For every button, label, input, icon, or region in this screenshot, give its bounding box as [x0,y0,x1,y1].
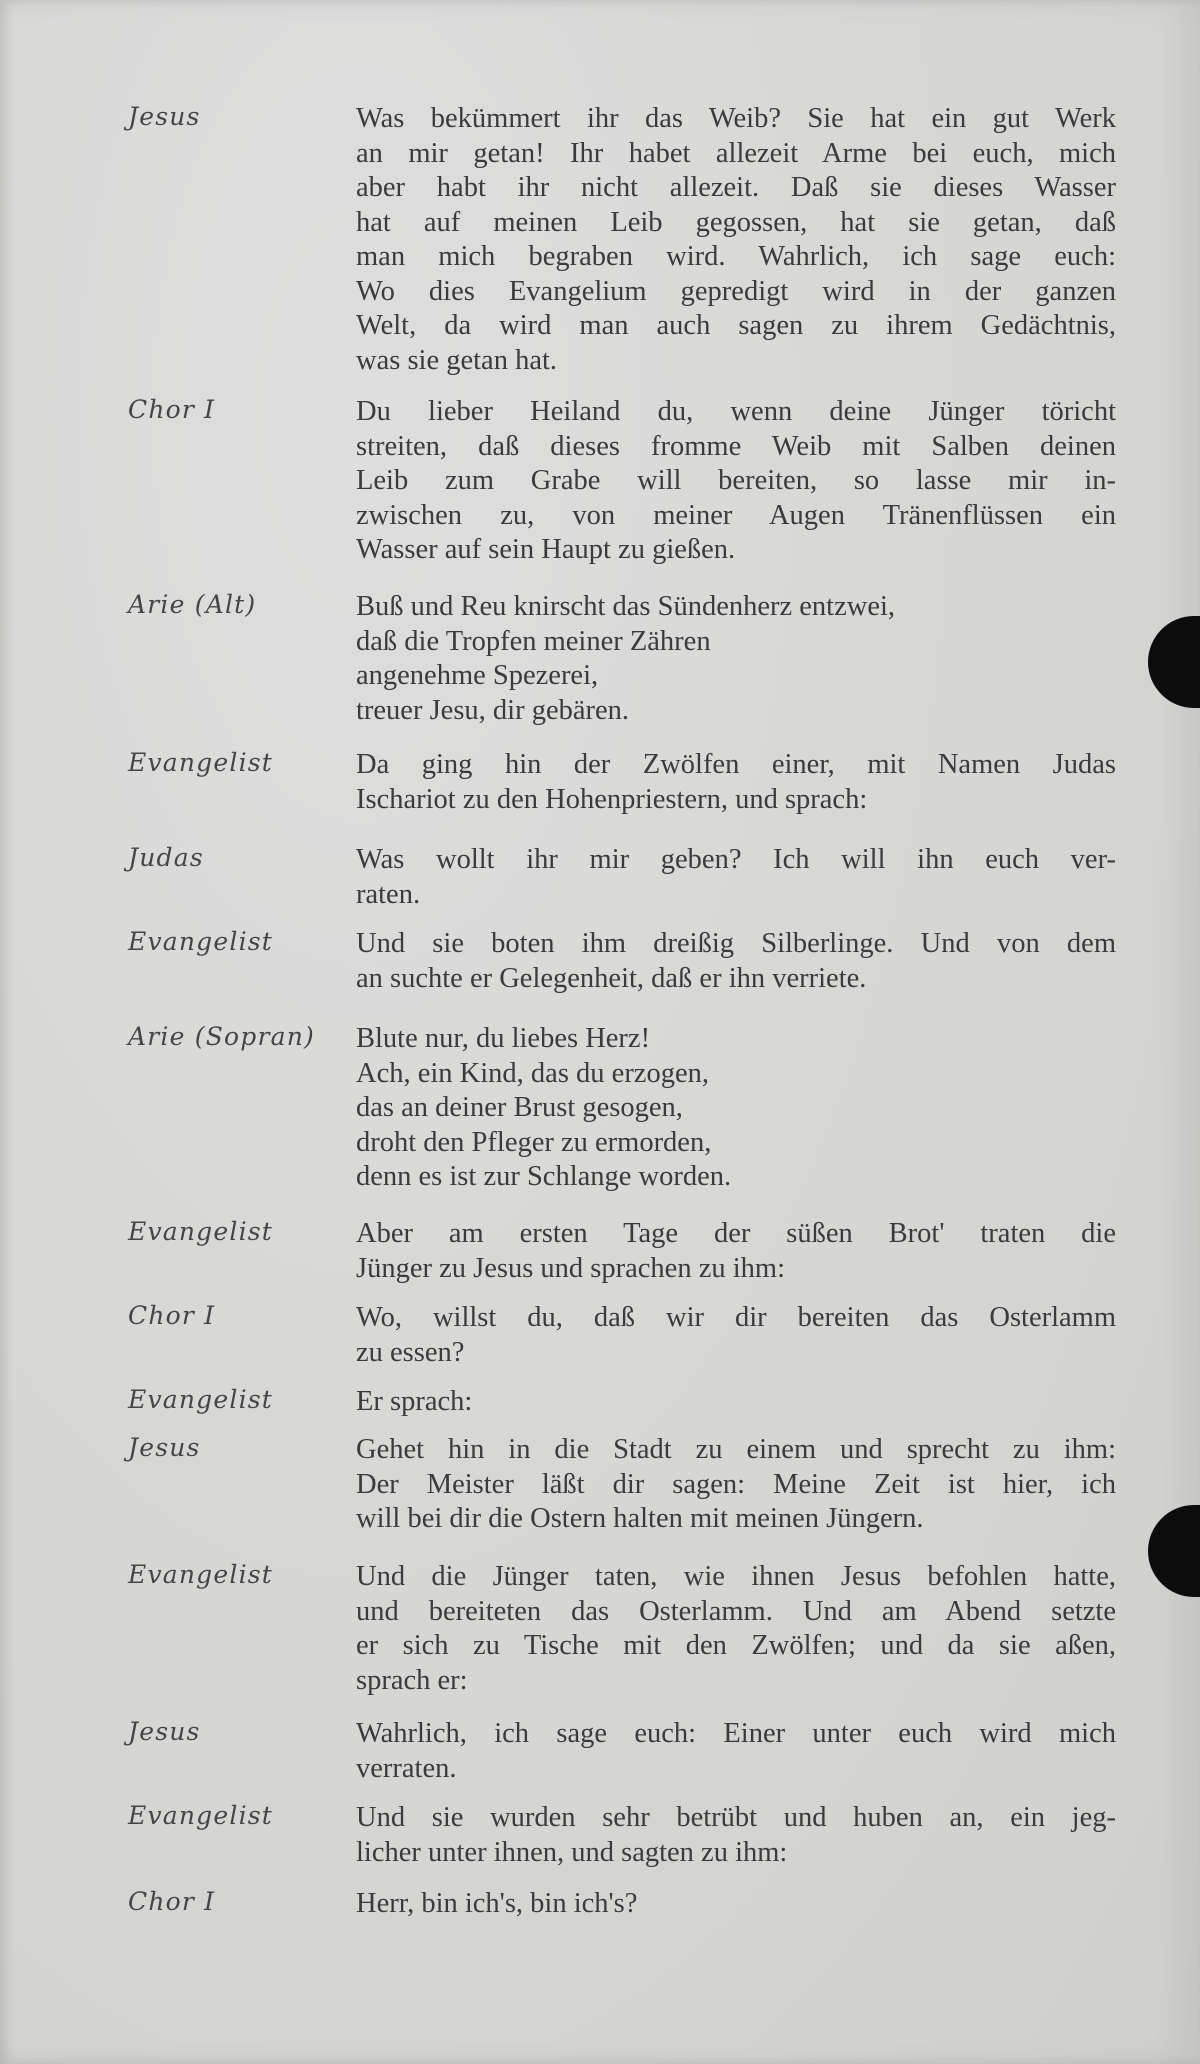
text-line: Ach, ein Kind, das du erzogen, [356,1057,709,1089]
text-line: verraten. [356,1752,457,1784]
lyric-text [356,1801,1116,1870]
text-line: Und sie wurden sehr betrübt und huben an, ein jeg- [356,1802,1116,1833]
text-line: Wasser auf sein Haupt zu gießen. [356,534,736,565]
lyric-text [356,590,1116,728]
speaker-label: Evangelist [128,1560,274,1589]
text-line: Wahrlich, ich sage euch: Einer unter euch wird mich [356,1718,1116,1749]
speaker-label: Evangelist [128,1385,274,1414]
text-line: denn es ist zur Schlange worden. [356,1161,732,1192]
speaker-label: Jesus [128,102,201,131]
speaker-label: Arie (Alt) [128,590,257,619]
lyric-text [356,1433,1116,1537]
speaker-label: Chor I [128,1301,216,1330]
speaker-label: Chor I [128,395,216,424]
lyric-text [356,1217,1116,1286]
lyric-text [356,1717,1116,1786]
text-line: Ischariot zu den Hohenpriestern, und sprach: [356,783,868,815]
lyric-text [356,1301,1116,1370]
lyric-text [356,843,1116,912]
lyric-text [356,1022,1116,1195]
text-line: Gehet hin in die Stadt zu einem und sprecht zu ihm: [356,1434,1116,1465]
text-line: das an deiner Brust gesogen, [356,1092,683,1123]
lyric-text [356,748,1116,817]
text-line: er sich zu Tische mit den Zwölfen; und da sie aßen, [356,1630,1116,1661]
text-line: an mir getan! Ihr habet allezeit Arme bei euch, mich [356,137,1116,169]
speaker-label: Evangelist [128,1801,274,1830]
text-line: treuer Jesu, dir gebären. [356,694,630,726]
speaker-label: Chor I [128,1887,216,1916]
text-line: man mich begraben wird. Wahrlich, ich sage euch: [356,241,1116,272]
speaker-label: Jesus [128,1717,201,1746]
text-line: an suchte er Gelegenheit, daß er ihn verriete. [356,962,867,994]
text-line: was sie getan hat. [356,344,558,376]
text-line: und bereiteten das Osterlamm. Und am Abend setzte [356,1595,1116,1627]
text-line: Und die Jünger taten, wie ihnen Jesus befohlen hatte, [356,1561,1116,1592]
text-line: Wo dies Evangelium gepredigt wird in der ganzen [356,275,1116,307]
text-line: angenehme Spezerei, [356,660,599,691]
text-line: Was bekümmert ihr das Weib? Sie hat ein gut Werk [356,103,1116,134]
text-line: raten. [356,878,421,910]
text-line: zu essen? [356,1336,465,1368]
lyric-text [356,395,1116,568]
text-line: Der Meister läßt dir sagen: Meine Zeit ist hier, ich [356,1468,1116,1500]
lyric-text [356,1560,1116,1698]
text-line: Welt, da wird man auch sagen zu ihrem Gedächtnis, [356,310,1116,341]
text-line: Blute nur, du liebes Herz! [356,1023,651,1054]
text-line: Wo, willst du, daß wir dir bereiten das Osterlamm [356,1302,1116,1333]
text-line: Herr, bin ich's, bin ich's? [356,1888,638,1919]
text-line: sprach er: [356,1664,468,1696]
text-line: licher unter ihnen, und sagten zu ihm: [356,1836,788,1868]
speaker-label: Evangelist [128,748,274,777]
text-line: Leib zum Grabe will bereiten, so lasse mir in- [356,465,1116,496]
speaker-label: Judas [128,843,204,872]
text-line: Du lieber Heiland du, wenn deine Jünger töricht [356,396,1116,427]
text-line: Jünger zu Jesus und sprachen zu ihm: [356,1252,785,1284]
speaker-label: Evangelist [128,927,274,956]
text-line: will bei dir die Ostern halten mit meinen Jüngern. [356,1503,924,1534]
text-line: Aber am ersten Tage der süßen Brot' traten die [356,1218,1116,1249]
text-line: Buß und Reu knirscht das Sündenherz entzwei, [356,591,896,622]
text-line: zwischen zu, von meiner Augen Tränenflüssen ein [356,499,1116,531]
text-line: Und sie boten ihm dreißig Silberlinge. Und von dem [356,928,1116,959]
text-line: daß die Tropfen meiner Zähren [356,625,711,657]
text-line: Da ging hin der Zwölfen einer, mit Namen Judas [356,749,1116,780]
lyric-text [356,102,1116,378]
speaker-label: Evangelist [128,1217,274,1246]
text-line: aber habt ihr nicht allezeit. Daß sie dieses Wasser [356,172,1116,203]
speaker-label: Arie (Sopran) [128,1022,315,1051]
text-line: streiten, daß dieses fromme Weib mit Salben deinen [356,430,1116,462]
lyric-text [356,927,1116,996]
text-line: droht den Pfleger zu ermorden, [356,1126,712,1158]
text-line: hat auf meinen Leib gegossen, hat sie getan, daß [356,206,1116,238]
text-line: Was wollt ihr mir geben? Ich will ihn euch ver- [356,844,1116,875]
lyric-text [356,1887,1116,1922]
text-line: Er sprach: [356,1386,473,1417]
speaker-label: Jesus [128,1433,201,1462]
lyric-text [356,1385,1116,1420]
